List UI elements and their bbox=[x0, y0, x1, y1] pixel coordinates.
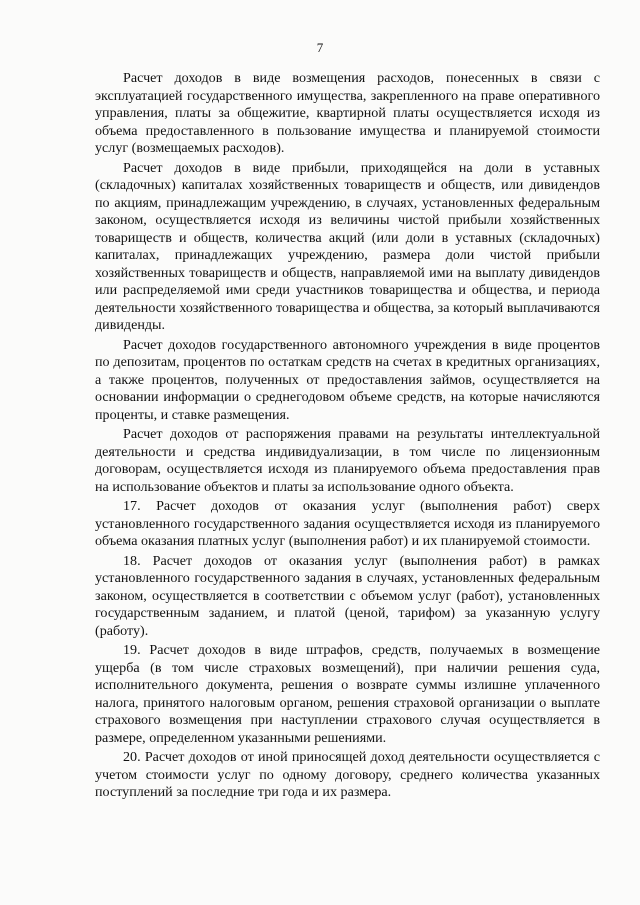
paragraph-text: Расчет доходов государственного автономного учреждения в виде процентов по депозитам, процентов по остаткам средств на счетах в кредитных организациях, а также процентов, полученных от предоставления займов, осуществляется на основании информации о среднегодовом объеме средств, на которые начисляются проценты, и ставке размещения. bbox=[95, 336, 600, 423]
paragraph-number: 17. bbox=[123, 498, 141, 514]
paragraph-text: Расчет доходов в виде возмещения расходов, понесенных в связи с эксплуатацией государственного имущества, закрепленного на праве оперативного управления, платы за общежитие, квартирной платы осуществляется исходя из объема предоставленного в пользование имущества и планируемой стоимости услуг (возмещаемых расходов). bbox=[95, 70, 600, 156]
document-body bbox=[95, 70, 600, 804]
paragraph-19 bbox=[95, 642, 600, 747]
paragraph-18 bbox=[95, 553, 600, 641]
paragraph-dividends bbox=[95, 160, 600, 335]
paragraph-17 bbox=[95, 498, 600, 551]
paragraph-intellectual-property bbox=[95, 426, 600, 496]
paragraph-text: Расчет доходов от оказания услуг (выполнения работ) сверх установленного государственного задания осуществляется исходя из планируемого объема оказания платных услуг (выполнения работ) и их планируемой стоимости. bbox=[95, 498, 600, 549]
paragraph-text: Расчет доходов от оказания услуг (выполнения работ) в рамках установленного государственного задания в случаях, установленных федеральным законом, осуществляется в соответствии с объемом услуг (работ), установленных государственным заданием, и платой (ценой, тарифом) за указанную услугу (работу). bbox=[95, 552, 600, 639]
paragraph-number: 20. bbox=[123, 749, 141, 765]
paragraph-text: Расчет доходов в виде штрафов, средств, получаемых в возмещение ущерба (в том числе страховых возмещений), при наличии решения суда, исполнительного документа, решения о возврате суммы излишне уплаченного налога, принятого налоговым органом, решения страховой организации о выплате страхового возмещения при наступлении страхового случая осуществляется в размере, определенном указанными решениями. bbox=[95, 642, 600, 746]
paragraph-expense-reimbursement bbox=[95, 70, 600, 158]
paragraph-number: 18. bbox=[123, 552, 141, 569]
paragraph-text: Расчет доходов от распоряжения правами на результаты интеллектуальной деятельности и средства индивидуализации, в том числе по лицензионным договорам, осуществляется исходя из планируемого объема предоставления прав на использование объектов и платы за использование одного объекта. bbox=[95, 426, 600, 495]
paragraph-text: Расчет доходов в виде прибыли, приходящейся на доли в уставных (складочных) капиталах хозяйственных товариществ и обществ, или дивидендов по акциям, принадлежащим учреждению, в случаях, установленных федеральным законом, осуществляется исходя из величины чистой прибыли хозяйственных товариществ и обществ, количества акций (или доли в уставных (складочных) капиталах, принадлежащих учреждению, размера доли чистой прибыли хозяйственных товариществ и обществ, направляемой ими на выплату дивидендов или распределяемой ими среди участников товарищества и общества, и периода деятельности хозяйственного товарищества и общества, за который выплачиваются дивиденды. bbox=[95, 159, 600, 333]
page-number: 7 bbox=[316, 40, 324, 55]
paragraph-20 bbox=[95, 749, 600, 802]
paragraph-interest bbox=[95, 337, 600, 425]
paragraph-number: 19. bbox=[123, 642, 141, 658]
paragraph-text: Расчет доходов от иной приносящей доход деятельности осуществляется с учетом стоимости услуг по одному договору, среднего количества указанных поступлений за последние три года и их размера. bbox=[95, 749, 600, 800]
